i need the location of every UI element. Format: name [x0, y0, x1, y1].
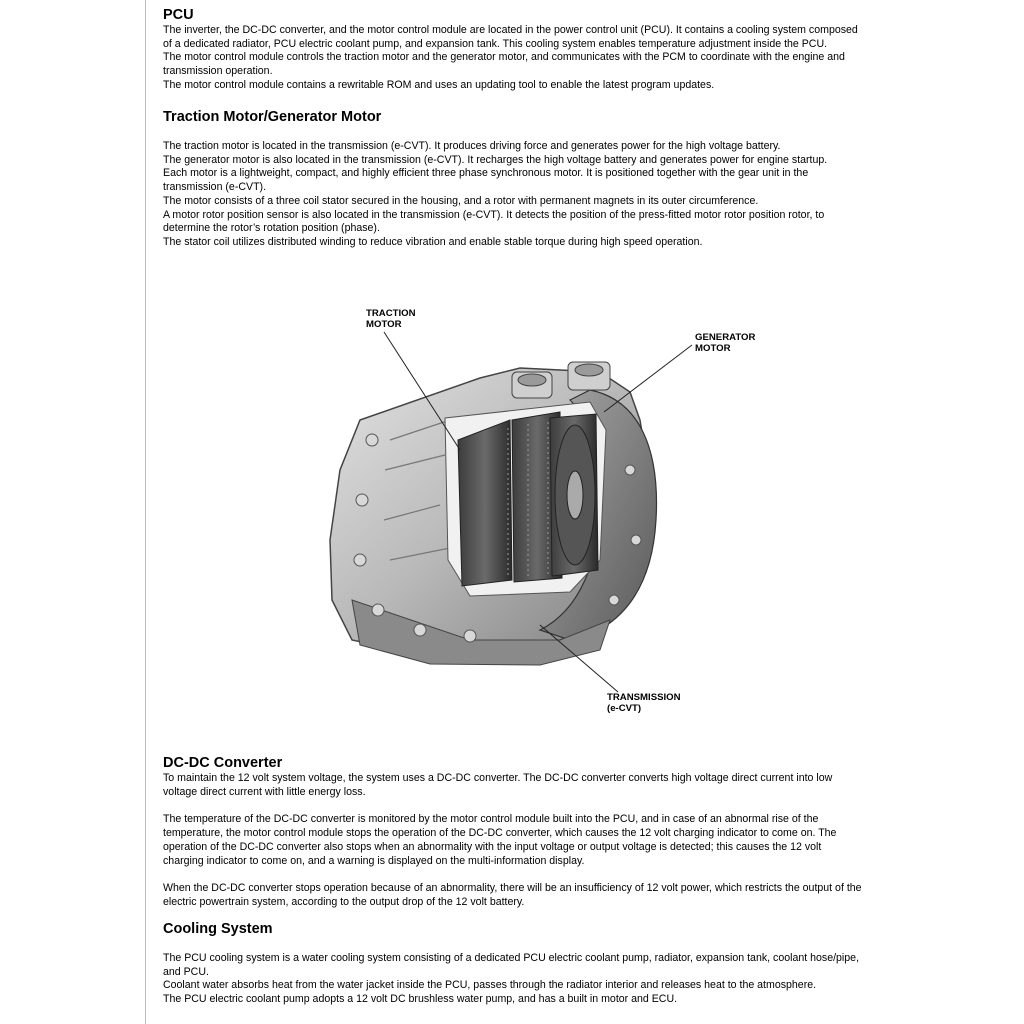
dcdc-paragraph: When the DC-DC converter stops operation because of an abnormality, there will be an insufficiency of 12 volt power, which restricts the output of the electric powertrain system, according to the output drop of the 12 volt battery.	[163, 882, 862, 908]
section-dcdc	[163, 754, 863, 910]
margin-rule	[145, 0, 146, 1024]
label-generator-motor: GENERATOR MOTOR	[695, 332, 756, 354]
section-pcu	[163, 6, 863, 93]
motor-paragraph: The traction motor is located in the transmission (e-CVT). It produces driving force and generates power for the high voltage battery.	[163, 140, 781, 152]
cooling-paragraph: The PCU cooling system is a water cooling system consisting of a dedicated PCU electric coolant pump, radiator, expansion tank, coolant hose/pipe, and PCU.	[163, 952, 860, 978]
motor-heading: Traction Motor/Generator Motor	[163, 109, 382, 125]
motor-paragraph: The generator motor is also located in the transmission (e-CVT). It recharges the high voltage battery and generates power for engine startup.	[163, 153, 828, 166]
section-cooling	[163, 920, 863, 1007]
motor-stators	[458, 412, 598, 586]
pcu-paragraph: The motor control module contains a rewritable ROM and uses an updating tool to enable the latest program updates.	[163, 78, 715, 91]
label-transmission: TRANSMISSION (e-CVT)	[607, 692, 681, 714]
cooling-paragraph: The PCU electric coolant pump adopts a 12 volt DC brushless water pump, and has a built in motor and ECU.	[163, 993, 678, 1006]
motor-paragraph: The stator coil utilizes distributed winding to reduce vibration and enable stable torque during high speed operation.	[163, 235, 703, 248]
label-traction-motor: TRACTION MOTOR	[366, 308, 416, 330]
pcu-paragraph: The motor control module controls the traction motor and the generator motor, and communicates with the PCM to coordinate with the engine and transmission operation.	[163, 51, 845, 78]
motor-paragraph: The motor consists of a three coil stator secured in the housing, and a rotor with permanent magnets in its outer circumference.	[163, 194, 759, 207]
pcu-paragraph: The inverter, the DC-DC converter, and the motor control module are located in the power control unit (PCU). It contains a cooling system composed of a dedicated radiator, PCU electric coolant pump, and expansion tank. This cooling system enables temperature adjustment inside the PCU.	[163, 24, 858, 50]
pcu-heading: PCU	[163, 7, 194, 23]
dcdc-paragraph: The temperature of the DC-DC converter is monitored by the motor control module built into the PCU, and in case of an abnormal rise of the temperature, the motor control module stops the operation of the DC-DC converter, which causes the 12 volt charging indicator to come on. The operation of the DC-DC converter also stops when an abnormality with the input voltage or output voltage is detected; this causes the 12 volt charging indicator to come on, and a warning is displayed on the multi-information display.	[163, 813, 837, 867]
cooling-paragraph: Coolant water absorbs heat from the water jacket inside the PCU, passes through the radiator interior and releases heat to the atmosphere.	[163, 979, 817, 992]
motor-paragraph: A motor rotor position sensor is also located in the transmission (e-CVT). It detects the position of the press-fitted motor rotor position rotor, to determine the rotor’s rotation position (phase).	[163, 208, 825, 235]
section-motor	[163, 108, 863, 250]
cooling-heading: Cooling System	[163, 921, 273, 937]
dcdc-heading: DC-DC Converter	[163, 755, 283, 771]
transmission-housing	[330, 362, 656, 665]
dcdc-paragraph: To maintain the 12 volt system voltage, the system uses a DC-DC converter. The DC-DC converter converts high voltage direct current into low voltage direct current with little energy loss.	[163, 772, 833, 798]
motor-paragraph: Each motor is a lightweight, compact, and highly efficient three phase synchronous motor. It is positioned together with the gear unit in the transmission (e-CVT).	[163, 167, 809, 194]
